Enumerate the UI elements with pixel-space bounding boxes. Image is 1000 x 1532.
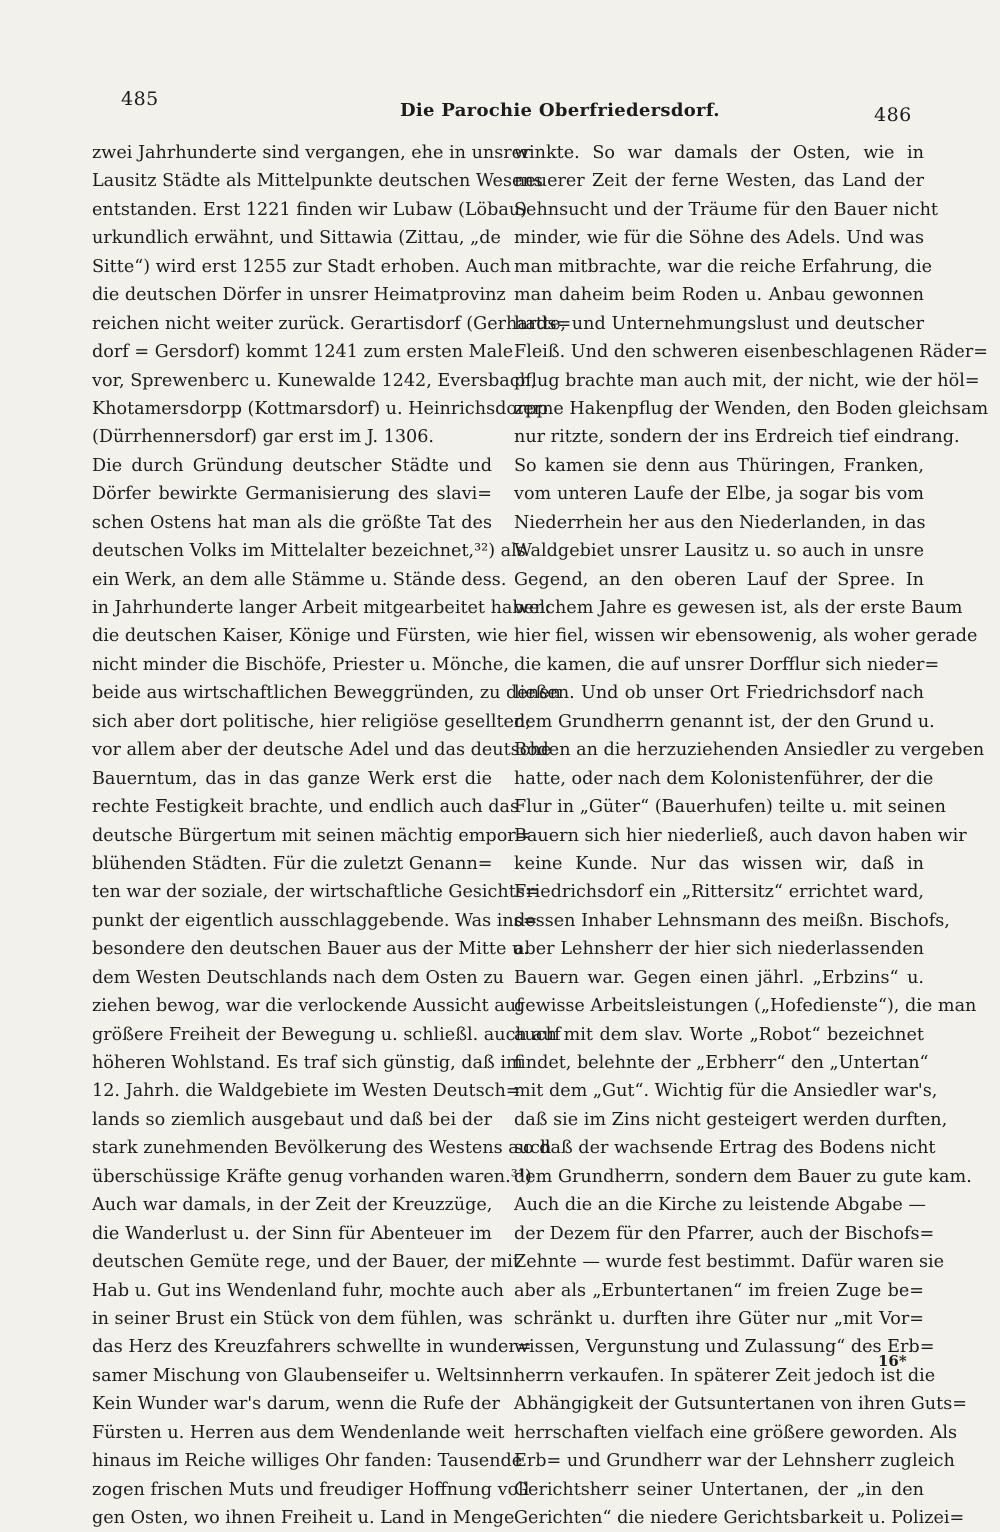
text-line: herrn verkaufen. In späterer Zeit jedoch ist die bbox=[514, 1365, 936, 1386]
text-line: welchem Jahre es gewesen ist, als der erste Baum bbox=[514, 598, 963, 618]
text-line: Bauern war. Gegen einen jährl. „Erbzins“ u. bbox=[514, 967, 924, 988]
text-line: Bauerntum, das in das ganze Werk erst die bbox=[92, 768, 492, 789]
text-line: schränkt u. durften ihre Güter nur „mit Vor= bbox=[514, 1308, 924, 1329]
text-line: minder, wie für die Söhne des Adels. Und was bbox=[514, 228, 924, 249]
text-line: ließen. Und ob unser Ort Friedrichsdorf nach bbox=[514, 683, 924, 704]
text-line: überschüssige Kräfte genug vorhanden waren.³¹) bbox=[92, 1166, 532, 1187]
text-line: Niederrhein her aus den Niederlanden, in das bbox=[514, 512, 926, 533]
text-line: dessen Inhaber Lehnsmann des meißn. Bischofs, bbox=[514, 910, 950, 931]
text-line: die deutschen Kaiser, Könige und Fürsten, wie bbox=[92, 626, 508, 647]
left-column-text bbox=[92, 139, 572, 1532]
text-line: dem Grundherrn genannt ist, der den Grund u. bbox=[514, 711, 935, 732]
text-line: hinaus im Reiche williges Ohr fanden: Tausende bbox=[92, 1451, 523, 1472]
text-line: ziehen bewog, war die verlockende Aussicht auf bbox=[92, 996, 523, 1017]
text-line: Friedrichsdorf ein „Rittersitz“ errichtet ward, bbox=[514, 882, 924, 903]
text-line: Gerichten“ die niedere Gerichtsbarkeit u. Polizei= bbox=[514, 1508, 965, 1528]
text-line: die Wanderlust u. der Sinn für Abenteuer im bbox=[92, 1223, 492, 1244]
text-line: ten war der soziale, der wirtschaftliche Gesichts= bbox=[92, 882, 540, 903]
text-line: blühenden Städten. Für die zuletzt Genann= bbox=[92, 853, 493, 874]
page-number-right: 486 bbox=[874, 104, 912, 126]
text-line: dem Grundherrn, sondern dem Bauer zu gute kam. bbox=[514, 1166, 972, 1187]
text-line: vom unteren Laufe der Elbe, ja sogar bis vom bbox=[514, 484, 924, 505]
text-line: wissen, Vergunstung und Zulassung“ des Erb= bbox=[514, 1337, 935, 1358]
text-line: Auch war damals, in der Zeit der Kreuzzüge, bbox=[92, 1195, 493, 1216]
text-line: Zehnte — wurde fest bestimmt. Dafür waren sie bbox=[514, 1252, 945, 1273]
text-line: neuerer Zeit der ferne Westen, das Land der bbox=[514, 171, 924, 192]
text-line: besondere den deutschen Bauer aus der Mitte u. bbox=[92, 939, 529, 960]
text-line: urkundlich erwähnt, und Sittawia (Zittau, „de bbox=[92, 228, 501, 249]
text-line: beide aus wirtschaftlichen Beweggründen, zu denen bbox=[92, 683, 561, 704]
text-line: Fürsten u. Herren aus dem Wendenlande weit bbox=[92, 1422, 505, 1443]
text-line: dorf = Gersdorf) kommt 1241 zum ersten Male bbox=[92, 342, 514, 363]
text-line: deutsche Bürgertum mit seinen mächtig empor= bbox=[92, 825, 531, 846]
text-line: Waldgebiet unsrer Lausitz u. so auch in unsre bbox=[514, 541, 924, 562]
text-line: 12. Jahrh. die Waldgebiete im Westen Deutsch= bbox=[92, 1081, 521, 1102]
text-line: Bauern sich hier niederließ, auch davon haben wir bbox=[514, 825, 967, 846]
text-line: die deutschen Dörfer in unsrer Heimatprovinz bbox=[92, 285, 506, 306]
text-line: winkte. So war damals der Osten, wie in bbox=[514, 143, 924, 163]
right-column-text bbox=[514, 139, 989, 1532]
text-line: Erb= und Grundherr war der Lehnsherr zugleich bbox=[514, 1451, 955, 1472]
text-line: Gerichtsherr seiner Untertanen, der „in den bbox=[514, 1479, 924, 1500]
text-line: ein Werk, an dem alle Stämme u. Stände dess. bbox=[92, 569, 507, 590]
text-line: aber Lehnsherr der hier sich niederlassenden bbox=[514, 939, 924, 960]
text-line: herrschaften vielfach eine größere geworden. Als bbox=[514, 1422, 958, 1443]
text-line: dem Westen Deutschlands nach dem Osten zu bbox=[92, 967, 504, 988]
signature-mark: 16* bbox=[878, 1352, 907, 1370]
text-line: pflug brachte man auch mit, der nicht, wie der höl= bbox=[514, 370, 980, 391]
text-line: in Jahrhunderte langer Arbeit mitgearbeitet haben: bbox=[92, 598, 552, 618]
text-line: man mitbrachte, war die reiche Erfahrung, die bbox=[514, 256, 932, 277]
page-header bbox=[0, 88, 1000, 124]
text-line: Hab u. Gut ins Wendenland fuhr, mochte auch bbox=[92, 1280, 504, 1301]
text-line: Die durch Gründung deutscher Städte und bbox=[92, 455, 492, 476]
text-line: hier fiel, wissen wir ebensowenig, als woher gerade bbox=[514, 626, 978, 647]
text-line: nicht minder die Bischöfe, Priester u. Mönche, bbox=[92, 654, 509, 675]
text-line: Sehnsucht und der Träume für den Bauer nicht bbox=[514, 199, 939, 220]
text-line: Auch die an die Kirche zu leistende Abgabe — bbox=[514, 1195, 926, 1216]
text-line: zerne Hakenpflug der Wenden, den Boden gleichsam bbox=[514, 398, 989, 419]
text-line: deutschen Volks im Mittelalter bezeichnet,³²) als bbox=[92, 541, 526, 562]
text-line: keine Kunde. Nur das wissen wir, daß in bbox=[514, 853, 924, 874]
text-line: höheren Wohlstand. Es traf sich günstig, daß im bbox=[92, 1053, 523, 1073]
text-line: gen Osten, wo ihnen Freiheit u. Land in Menge bbox=[92, 1508, 515, 1528]
text-line: stark zunehmenden Bevölkerung des Westens auch bbox=[92, 1138, 552, 1159]
text-line: vor, Sprewenberc u. Kunewalde 1242, Eversbach, bbox=[92, 370, 537, 391]
text-line: lands so ziemlich ausgebaut und daß bei der bbox=[92, 1109, 492, 1130]
text-line: hatte, und Unternehmungslust und deutscher bbox=[514, 313, 924, 334]
text-line: der Dezem für den Pfarrer, auch der Bischofs= bbox=[514, 1223, 935, 1244]
text-line: findet, belehnte der „Erbherr“ den „Untertan“ bbox=[514, 1053, 929, 1073]
text-line: sich aber dort politische, hier religiöse gesellten; bbox=[92, 711, 532, 732]
text-line: deutschen Gemüte rege, und der Bauer, der mit bbox=[92, 1252, 520, 1273]
text-line: (Dürrhennersdorf) gar erst im J. 1306. bbox=[92, 427, 435, 448]
text-line: Khotamersdorpp (Kottmarsdorf) u. Heinrichsdorpp bbox=[92, 398, 548, 419]
text-line: Lausitz Städte als Mittelpunkte deutschen Wesens bbox=[92, 171, 543, 192]
text-line: Fleiß. Und den schweren eisenbeschlagenen Räder= bbox=[514, 342, 988, 363]
text-line: Dörfer bewirkte Germanisierung des slavi= bbox=[92, 484, 492, 505]
text-line: zwei Jahrhunderte sind vergangen, ehe in unsrer bbox=[92, 143, 531, 163]
text-line: entstanden. Erst 1221 finden wir Lubaw (Löbau) bbox=[92, 199, 528, 220]
text-line: größere Freiheit der Bewegung u. schließl. auch auf bbox=[92, 1024, 561, 1045]
text-line: schen Ostens hat man als die größte Tat des bbox=[92, 512, 492, 533]
text-line: samer Mischung von Glaubenseifer u. Weltsinn. bbox=[92, 1365, 520, 1386]
text-line: Boden an die herzuziehenden Ansiedler zu vergeben bbox=[514, 740, 985, 761]
running-title: Die Parochie Oberfriedersdorf. bbox=[400, 100, 720, 121]
text-line: so daß der wachsende Ertrag des Bodens nicht bbox=[514, 1138, 936, 1159]
text-line: daß sie im Zins nicht gesteigert werden durften, bbox=[514, 1109, 948, 1130]
text-line: das Herz des Kreuzfahrers schwellte in wunder= bbox=[92, 1337, 532, 1358]
text-line: Gegend, an den oberen Lauf der Spree. In bbox=[514, 569, 924, 590]
text-line: Kein Wunder war's darum, wenn die Rufe der bbox=[92, 1394, 500, 1415]
text-line: man daheim beim Roden u. Anbau gewonnen bbox=[514, 285, 924, 306]
text-line: in seiner Brust ein Stück von dem fühlen, was bbox=[92, 1308, 503, 1329]
text-line: Flur in „Güter“ (Bauerhufen) teilte u. mit seinen bbox=[514, 797, 946, 818]
text-line: aber als „Erbuntertanen“ im freien Zuge be= bbox=[514, 1280, 924, 1301]
text-line: auch mit dem slav. Worte „Robot“ bezeichnet bbox=[514, 1024, 924, 1045]
text-line: rechte Festigkeit brachte, und endlich auch das bbox=[92, 797, 520, 818]
text-line: vor allem aber der deutsche Adel und das deutsche bbox=[92, 740, 552, 761]
text-line: nur ritzte, sondern der ins Erdreich tief eindrang. bbox=[514, 427, 960, 448]
text-line: punkt der eigentlich ausschlaggebende. Was ins= bbox=[92, 910, 538, 931]
text-line: reichen nicht weiter zurück. Gerartisdorf (Gerhards= bbox=[92, 313, 572, 334]
text-line: die kamen, die auf unsrer Dorfflur sich nieder= bbox=[514, 654, 940, 675]
text-line: Abhängigkeit der Gutsuntertanen von ihren Guts= bbox=[514, 1394, 967, 1415]
text-line: So kamen sie denn aus Thüringen, Franken, bbox=[514, 455, 924, 476]
text-line: Sitte“) wird erst 1255 zur Stadt erhoben. Auch bbox=[92, 256, 511, 277]
text-line: zogen frischen Muts und freudiger Hoffnung voll bbox=[92, 1479, 530, 1500]
text-line: hatte, oder nach dem Kolonistenführer, der die bbox=[514, 768, 934, 789]
text-line: mit dem „Gut“. Wichtig für die Ansiedler war's, bbox=[514, 1081, 938, 1102]
text-line: gewisse Arbeitsleistungen („Hofedienste“), die man bbox=[514, 996, 977, 1017]
page-number-left: 485 bbox=[121, 88, 159, 110]
